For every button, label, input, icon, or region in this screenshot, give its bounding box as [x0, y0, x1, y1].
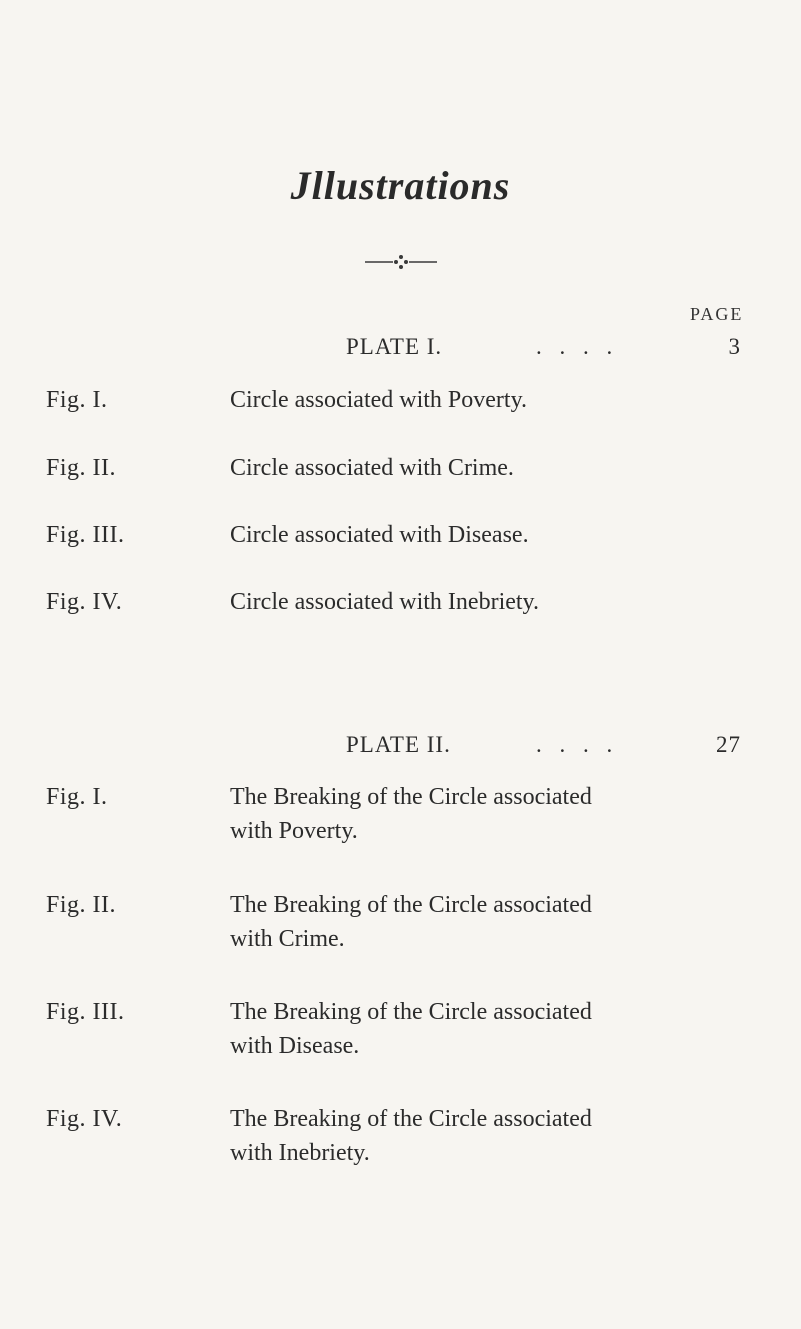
leader-dots: . . . .: [536, 334, 619, 359]
plate-title: PLATE II.: [346, 732, 451, 757]
leader-dots: . . . .: [536, 732, 619, 757]
figure-label: Fig. II.: [46, 892, 116, 918]
figure-label: Fig. III.: [46, 522, 125, 548]
figure-description: [230, 888, 760, 956]
figure-label: Fig. I.: [46, 784, 108, 810]
figure-description: [230, 995, 760, 1063]
plate-page-number: 3: [728, 334, 741, 359]
figure-description-line: The Breaking of the Circle associated: [230, 784, 592, 810]
plate-title: PLATE I.: [346, 334, 443, 359]
plate-heading: [346, 334, 741, 360]
ornament-divider-icon: [365, 252, 437, 272]
figure-description-line: with Poverty.: [230, 818, 358, 844]
figure-description-line: The Breaking of the Circle associated: [230, 892, 592, 918]
figure-description-line: with Disease.: [230, 1033, 360, 1059]
figure-description-line: The Breaking of the Circle associated: [230, 999, 592, 1025]
figure-label: Fig. IV.: [46, 1106, 123, 1132]
figure-description-line: with Inebriety.: [230, 1140, 370, 1166]
figure-description: Circle associated with Crime.: [230, 455, 514, 481]
figure-description: [230, 1102, 760, 1170]
figure-label: Fig. IV.: [46, 589, 123, 615]
page-column-label: PAGE: [690, 304, 744, 324]
figure-description-line: with Crime.: [230, 926, 345, 952]
figure-label: Fig. II.: [46, 455, 116, 481]
plate-page-number: 27: [716, 732, 741, 757]
plate-heading: [346, 732, 741, 758]
figure-label: Fig. I.: [46, 387, 108, 413]
figure-description: Circle associated with Disease.: [230, 522, 529, 548]
figure-description: Circle associated with Inebriety.: [230, 589, 539, 615]
figure-label: Fig. III.: [46, 999, 125, 1025]
page-title: Jllustrations: [290, 163, 511, 208]
figure-description-line: The Breaking of the Circle associated: [230, 1106, 592, 1132]
figure-description: Circle associated with Poverty.: [230, 387, 528, 413]
figure-description: [230, 780, 760, 848]
